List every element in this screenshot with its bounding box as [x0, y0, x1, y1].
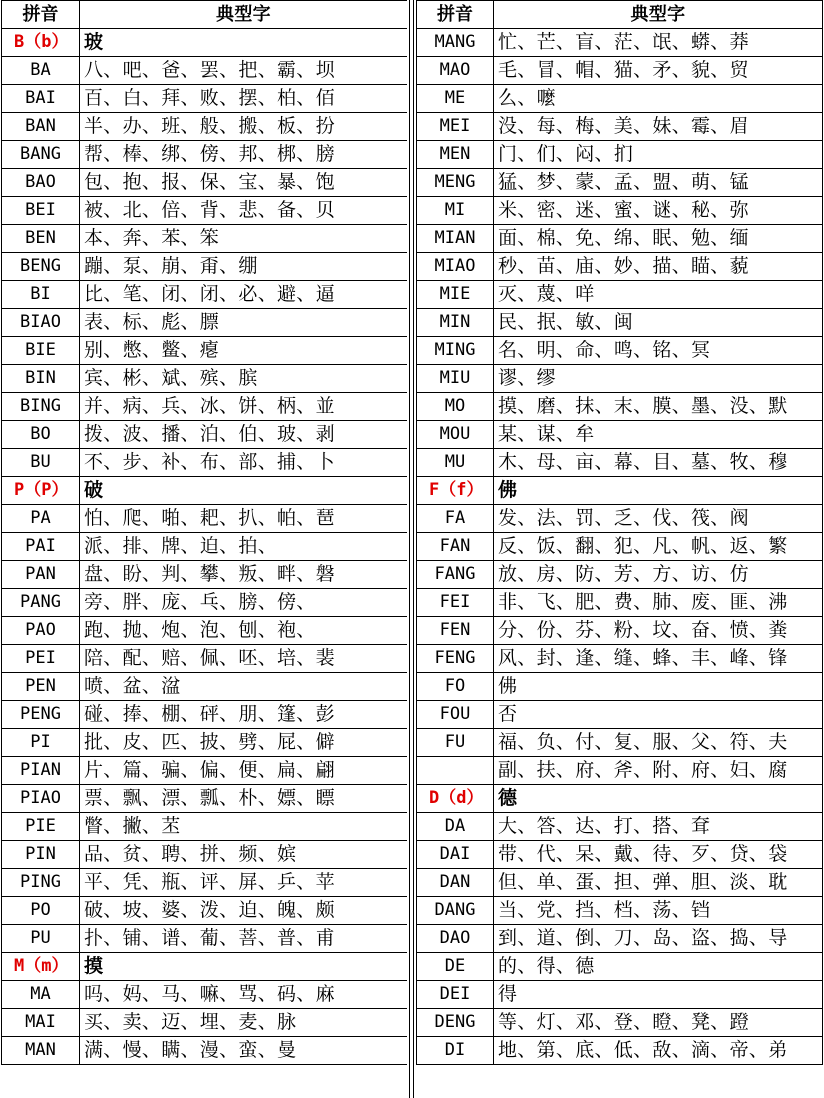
- table-row: [417, 841, 823, 869]
- characters-cell: 半、办、班、般、搬、板、扮: [80, 113, 408, 141]
- characters-cell: 大、答、达、打、搭、耷: [494, 813, 823, 841]
- characters-cell: 并、病、兵、冰、饼、柄、並: [80, 393, 408, 421]
- table-row: [2, 169, 408, 197]
- section-header-row: [2, 953, 408, 981]
- table-row: [2, 757, 408, 785]
- table-row: [417, 393, 823, 421]
- section-example-char: 德: [494, 785, 823, 813]
- pinyin-cell: DAN: [417, 869, 494, 897]
- characters-cell: 本、奔、苯、笨: [80, 225, 408, 253]
- characters-cell: 得: [494, 981, 823, 1009]
- pinyin-cell: DI: [417, 1037, 494, 1065]
- table-row: [417, 281, 823, 309]
- pinyin-cell: DE: [417, 953, 494, 981]
- pinyin-cell: PIAO: [2, 785, 80, 813]
- table-row: [2, 421, 408, 449]
- characters-cell: 副、扶、府、斧、附、府、妇、腐: [494, 757, 823, 785]
- characters-cell: 米、密、迷、蜜、谜、秘、弥: [494, 197, 823, 225]
- table-row: [2, 701, 408, 729]
- pinyin-cell: PIE: [2, 813, 80, 841]
- characters-cell: 满、慢、瞒、漫、蛮、曼: [80, 1037, 408, 1065]
- characters-cell: 片、篇、骗、偏、便、扁、翩: [80, 757, 408, 785]
- table-row: [417, 197, 823, 225]
- table-row: [417, 421, 823, 449]
- table-row: [2, 281, 408, 309]
- pinyin-cell: MAN: [2, 1037, 80, 1065]
- characters-cell: 陪、配、赔、佩、呸、培、裴: [80, 645, 408, 673]
- characters-cell: 包、抱、报、保、宝、暴、饱: [80, 169, 408, 197]
- pinyin-cell: DANG: [417, 897, 494, 925]
- characters-cell: 拨、波、播、泊、伯、玻、剥: [80, 421, 408, 449]
- pinyin-cell: MING: [417, 337, 494, 365]
- characters-cell: 发、法、罚、乏、伐、筏、阀: [494, 505, 823, 533]
- pinyin-cell: BAN: [2, 113, 80, 141]
- characters-cell: 反、饭、翻、犯、凡、帆、返、繁: [494, 533, 823, 561]
- characters-cell: 灭、蔑、咩: [494, 281, 823, 309]
- characters-cell: 扑、铺、谱、葡、菩、普、甫: [80, 925, 408, 953]
- pinyin-cell: MOU: [417, 421, 494, 449]
- pinyin-cell: BANG: [2, 141, 80, 169]
- header-characters: 典型字: [494, 1, 823, 29]
- pinyin-cell: BIN: [2, 365, 80, 393]
- table-row: [2, 617, 408, 645]
- pinyin-cell: BAI: [2, 85, 80, 113]
- table-row: [417, 897, 823, 925]
- characters-cell: 某、谋、牟: [494, 421, 823, 449]
- pinyin-cell: PU: [2, 925, 80, 953]
- characters-cell: 地、第、底、低、敌、滴、帝、弟: [494, 1037, 823, 1065]
- section-letter: F（f）: [417, 477, 494, 505]
- characters-cell: 喷、盆、湓: [80, 673, 408, 701]
- pinyin-cell: PAN: [2, 561, 80, 589]
- table-row: [417, 589, 823, 617]
- table-row: [2, 309, 408, 337]
- characters-cell: 否: [494, 701, 823, 729]
- pinyin-cell: BIAO: [2, 309, 80, 337]
- section-letter: M（m）: [2, 953, 80, 981]
- table-row: [2, 393, 408, 421]
- pinyin-cell: DENG: [417, 1009, 494, 1037]
- pinyin-cell: MEI: [417, 113, 494, 141]
- pinyin-cell: PA: [2, 505, 80, 533]
- pinyin-cell: PENG: [2, 701, 80, 729]
- pinyin-cell: MENG: [417, 169, 494, 197]
- characters-cell: 旁、胖、庞、乓、膀、傍、: [80, 589, 408, 617]
- characters-cell: 表、标、彪、膘: [80, 309, 408, 337]
- characters-cell: 买、卖、迈、埋、麦、脉: [80, 1009, 408, 1037]
- characters-cell: 百、白、拜、败、摆、柏、佰: [80, 85, 408, 113]
- table-row: [417, 57, 823, 85]
- right-table-body: [417, 1, 823, 1065]
- table-row: [2, 253, 408, 281]
- right-table: [416, 0, 823, 1065]
- header-pinyin: 拼音: [2, 1, 80, 29]
- pinyin-cell: FOU: [417, 701, 494, 729]
- characters-cell: 风、封、逢、缝、蜂、丰、峰、锋: [494, 645, 823, 673]
- pinyin-cell: PO: [2, 897, 80, 925]
- pinyin-cell: FAN: [417, 533, 494, 561]
- table-row: [417, 1037, 823, 1065]
- pinyin-cell: BAO: [2, 169, 80, 197]
- pinyin-cell: MU: [417, 449, 494, 477]
- characters-cell: 民、抿、敏、闽: [494, 309, 823, 337]
- table-row: [417, 309, 823, 337]
- section-example-char: 佛: [494, 477, 823, 505]
- characters-cell: 木、母、亩、幕、目、墓、牧、穆: [494, 449, 823, 477]
- table-row: [2, 449, 408, 477]
- header-pinyin: 拼音: [417, 1, 494, 29]
- section-letter: B（b）: [2, 29, 80, 57]
- table-row: [2, 85, 408, 113]
- pinyin-cell: PEN: [2, 673, 80, 701]
- pinyin-cell: MIAN: [417, 225, 494, 253]
- table-row: [2, 365, 408, 393]
- table-row: [417, 617, 823, 645]
- pinyin-cell: PI: [2, 729, 80, 757]
- table-row: [2, 925, 408, 953]
- table-row: [417, 869, 823, 897]
- table-row: [2, 1009, 408, 1037]
- table-row: [417, 1009, 823, 1037]
- characters-cell: 非、飞、肥、费、肺、废、匪、沸: [494, 589, 823, 617]
- pinyin-cell: MIU: [417, 365, 494, 393]
- characters-cell: 福、负、付、复、服、父、符、夫: [494, 729, 823, 757]
- table-row: [2, 197, 408, 225]
- characters-cell: 佛: [494, 673, 823, 701]
- characters-cell: 盘、盼、判、攀、叛、畔、磐: [80, 561, 408, 589]
- characters-cell: 到、道、倒、刀、岛、盗、捣、导: [494, 925, 823, 953]
- pinyin-cell: FO: [417, 673, 494, 701]
- pinyin-cell: BA: [2, 57, 80, 85]
- characters-cell: 没、每、梅、美、妹、霉、眉: [494, 113, 823, 141]
- characters-cell: 等、灯、邓、登、瞪、凳、蹬: [494, 1009, 823, 1037]
- characters-cell: 忙、芒、盲、茫、氓、蟒、莽: [494, 29, 823, 57]
- pinyin-cell: BU: [2, 449, 80, 477]
- table-row: [2, 645, 408, 673]
- table-row: [417, 953, 823, 981]
- table-row: [417, 113, 823, 141]
- table-row: [2, 561, 408, 589]
- characters-cell: 分、份、芬、粉、坟、奋、愤、粪: [494, 617, 823, 645]
- pinyin-cell: MA: [2, 981, 80, 1009]
- table-row: [417, 337, 823, 365]
- pinyin-cell: BIE: [2, 337, 80, 365]
- table-row: [2, 869, 408, 897]
- table-row: [2, 897, 408, 925]
- left-table: [1, 0, 408, 1065]
- table-row: [2, 533, 408, 561]
- table-row: [417, 505, 823, 533]
- characters-cell: 放、房、防、芳、方、访、仿: [494, 561, 823, 589]
- pinyin-cell: MO: [417, 393, 494, 421]
- pinyin-cell: PING: [2, 869, 80, 897]
- section-header-row: [417, 785, 823, 813]
- characters-cell: 跑、抛、炮、泡、刨、袍、: [80, 617, 408, 645]
- characters-cell: 面、棉、免、绵、眠、勉、缅: [494, 225, 823, 253]
- pinyin-cell: MIE: [417, 281, 494, 309]
- characters-cell: 秒、苗、庙、妙、描、瞄、藐: [494, 253, 823, 281]
- pinyin-cell: FANG: [417, 561, 494, 589]
- pinyin-cell: BO: [2, 421, 80, 449]
- table-row: [417, 673, 823, 701]
- pinyin-cell: FEI: [417, 589, 494, 617]
- table-row: [417, 561, 823, 589]
- table-row: [2, 505, 408, 533]
- characters-cell: 的、得、德: [494, 953, 823, 981]
- table-row: [417, 365, 823, 393]
- table-row: [417, 645, 823, 673]
- section-header-row: [2, 29, 408, 57]
- characters-cell: 票、飘、漂、瓢、朴、嫖、瞟: [80, 785, 408, 813]
- section-letter: D（d）: [417, 785, 494, 813]
- characters-cell: 品、贫、聘、拼、频、嫔: [80, 841, 408, 869]
- table-row: [2, 673, 408, 701]
- characters-cell: 帮、棒、绑、傍、邦、梆、膀: [80, 141, 408, 169]
- double-column-divider: [407, 0, 416, 1098]
- characters-cell: 碰、捧、棚、砰、朋、篷、彭: [80, 701, 408, 729]
- pinyin-cell: MIN: [417, 309, 494, 337]
- table-row: [2, 813, 408, 841]
- pinyin-cell: ME: [417, 85, 494, 113]
- table-row: [2, 841, 408, 869]
- characters-cell: 派、排、牌、迫、拍、: [80, 533, 408, 561]
- characters-cell: 比、笔、闭、闭、必、避、逼: [80, 281, 408, 309]
- characters-cell: 门、们、闷、扪: [494, 141, 823, 169]
- characters-cell: 毛、冒、帽、猫、矛、貌、贸: [494, 57, 823, 85]
- pinyin-cell: MIAO: [417, 253, 494, 281]
- pinyin-cell: PAI: [2, 533, 80, 561]
- table-row: [2, 1037, 408, 1065]
- table-row: [417, 925, 823, 953]
- pinyin-cell: MAI: [2, 1009, 80, 1037]
- table-row: [417, 29, 823, 57]
- pinyin-cell: MANG: [417, 29, 494, 57]
- pinyin-cell: FENG: [417, 645, 494, 673]
- pinyin-cell: PAO: [2, 617, 80, 645]
- characters-cell: 宾、彬、斌、殡、膑: [80, 365, 408, 393]
- table-row: [2, 981, 408, 1009]
- characters-cell: 当、党、挡、档、荡、铛: [494, 897, 823, 925]
- pinyin-cell: DA: [417, 813, 494, 841]
- header-characters: 典型字: [80, 1, 408, 29]
- table-row: [417, 533, 823, 561]
- table-row: [417, 729, 823, 757]
- pinyin-cell: DEI: [417, 981, 494, 1009]
- section-example-char: 摸: [80, 953, 408, 981]
- characters-cell: 被、北、倍、背、悲、备、贝: [80, 197, 408, 225]
- characters-cell: 吗、妈、马、嘛、骂、码、麻: [80, 981, 408, 1009]
- pinyin-cell: BING: [2, 393, 80, 421]
- pinyin-cell: FEN: [417, 617, 494, 645]
- table-row: [417, 701, 823, 729]
- pinyin-cell: DAI: [417, 841, 494, 869]
- table-row: [2, 589, 408, 617]
- characters-cell: 平、凭、瓶、评、屏、乒、苹: [80, 869, 408, 897]
- pinyin-cell: PEI: [2, 645, 80, 673]
- pinyin-cell: PIAN: [2, 757, 80, 785]
- table-row: [2, 785, 408, 813]
- pinyin-cell: [417, 757, 494, 785]
- characters-cell: 蹦、泵、崩、甭、绷: [80, 253, 408, 281]
- characters-cell: 谬、缪: [494, 365, 823, 393]
- section-header-row: [2, 477, 408, 505]
- characters-cell: 摸、磨、抹、末、膜、墨、没、默: [494, 393, 823, 421]
- characters-cell: 带、代、呆、戴、待、歹、贷、袋: [494, 841, 823, 869]
- table-row: [2, 337, 408, 365]
- table-row: [417, 981, 823, 1009]
- table-row: [417, 813, 823, 841]
- section-example-char: 破: [80, 477, 408, 505]
- pinyin-cell: DAO: [417, 925, 494, 953]
- characters-cell: 别、憋、鳖、瘪: [80, 337, 408, 365]
- table-row: [417, 757, 823, 785]
- table-row: [2, 113, 408, 141]
- characters-cell: 不、步、补、布、部、捕、卜: [80, 449, 408, 477]
- table-header-row: [2, 1, 408, 29]
- pinyin-cell: MEN: [417, 141, 494, 169]
- pinyin-cell: MI: [417, 197, 494, 225]
- section-header-row: [417, 477, 823, 505]
- table-row: [2, 225, 408, 253]
- pinyin-cell: FA: [417, 505, 494, 533]
- pinyin-cell: BENG: [2, 253, 80, 281]
- table-row: [417, 85, 823, 113]
- section-letter: P（P）: [2, 477, 80, 505]
- characters-cell: 八、吧、爸、罢、把、霸、坝: [80, 57, 408, 85]
- table-row: [2, 57, 408, 85]
- table-header-row: [417, 1, 823, 29]
- pinyin-cell: BI: [2, 281, 80, 309]
- table-row: [417, 253, 823, 281]
- pinyin-cell: BEN: [2, 225, 80, 253]
- characters-cell: 但、单、蛋、担、弹、胆、淡、耽: [494, 869, 823, 897]
- table-row: [417, 449, 823, 477]
- pinyin-cell: FU: [417, 729, 494, 757]
- section-example-char: 玻: [80, 29, 408, 57]
- characters-cell: 名、明、命、鸣、铭、冥: [494, 337, 823, 365]
- pinyin-cell: PIN: [2, 841, 80, 869]
- characters-cell: 怕、爬、啪、耙、扒、帕、琶: [80, 505, 408, 533]
- characters-cell: 破、坡、婆、泼、迫、魄、颇: [80, 897, 408, 925]
- table-row: [2, 729, 408, 757]
- characters-cell: 批、皮、匹、披、劈、屁、僻: [80, 729, 408, 757]
- pinyin-cell: PANG: [2, 589, 80, 617]
- pinyin-cell: MAO: [417, 57, 494, 85]
- characters-cell: 么、嚒: [494, 85, 823, 113]
- table-row: [2, 141, 408, 169]
- pinyin-cell: BEI: [2, 197, 80, 225]
- table-row: [417, 141, 823, 169]
- left-table-body: [2, 1, 408, 1065]
- characters-cell: 猛、梦、蒙、孟、盟、萌、锰: [494, 169, 823, 197]
- characters-cell: 瞥、撇、苤: [80, 813, 408, 841]
- table-row: [417, 169, 823, 197]
- table-row: [417, 225, 823, 253]
